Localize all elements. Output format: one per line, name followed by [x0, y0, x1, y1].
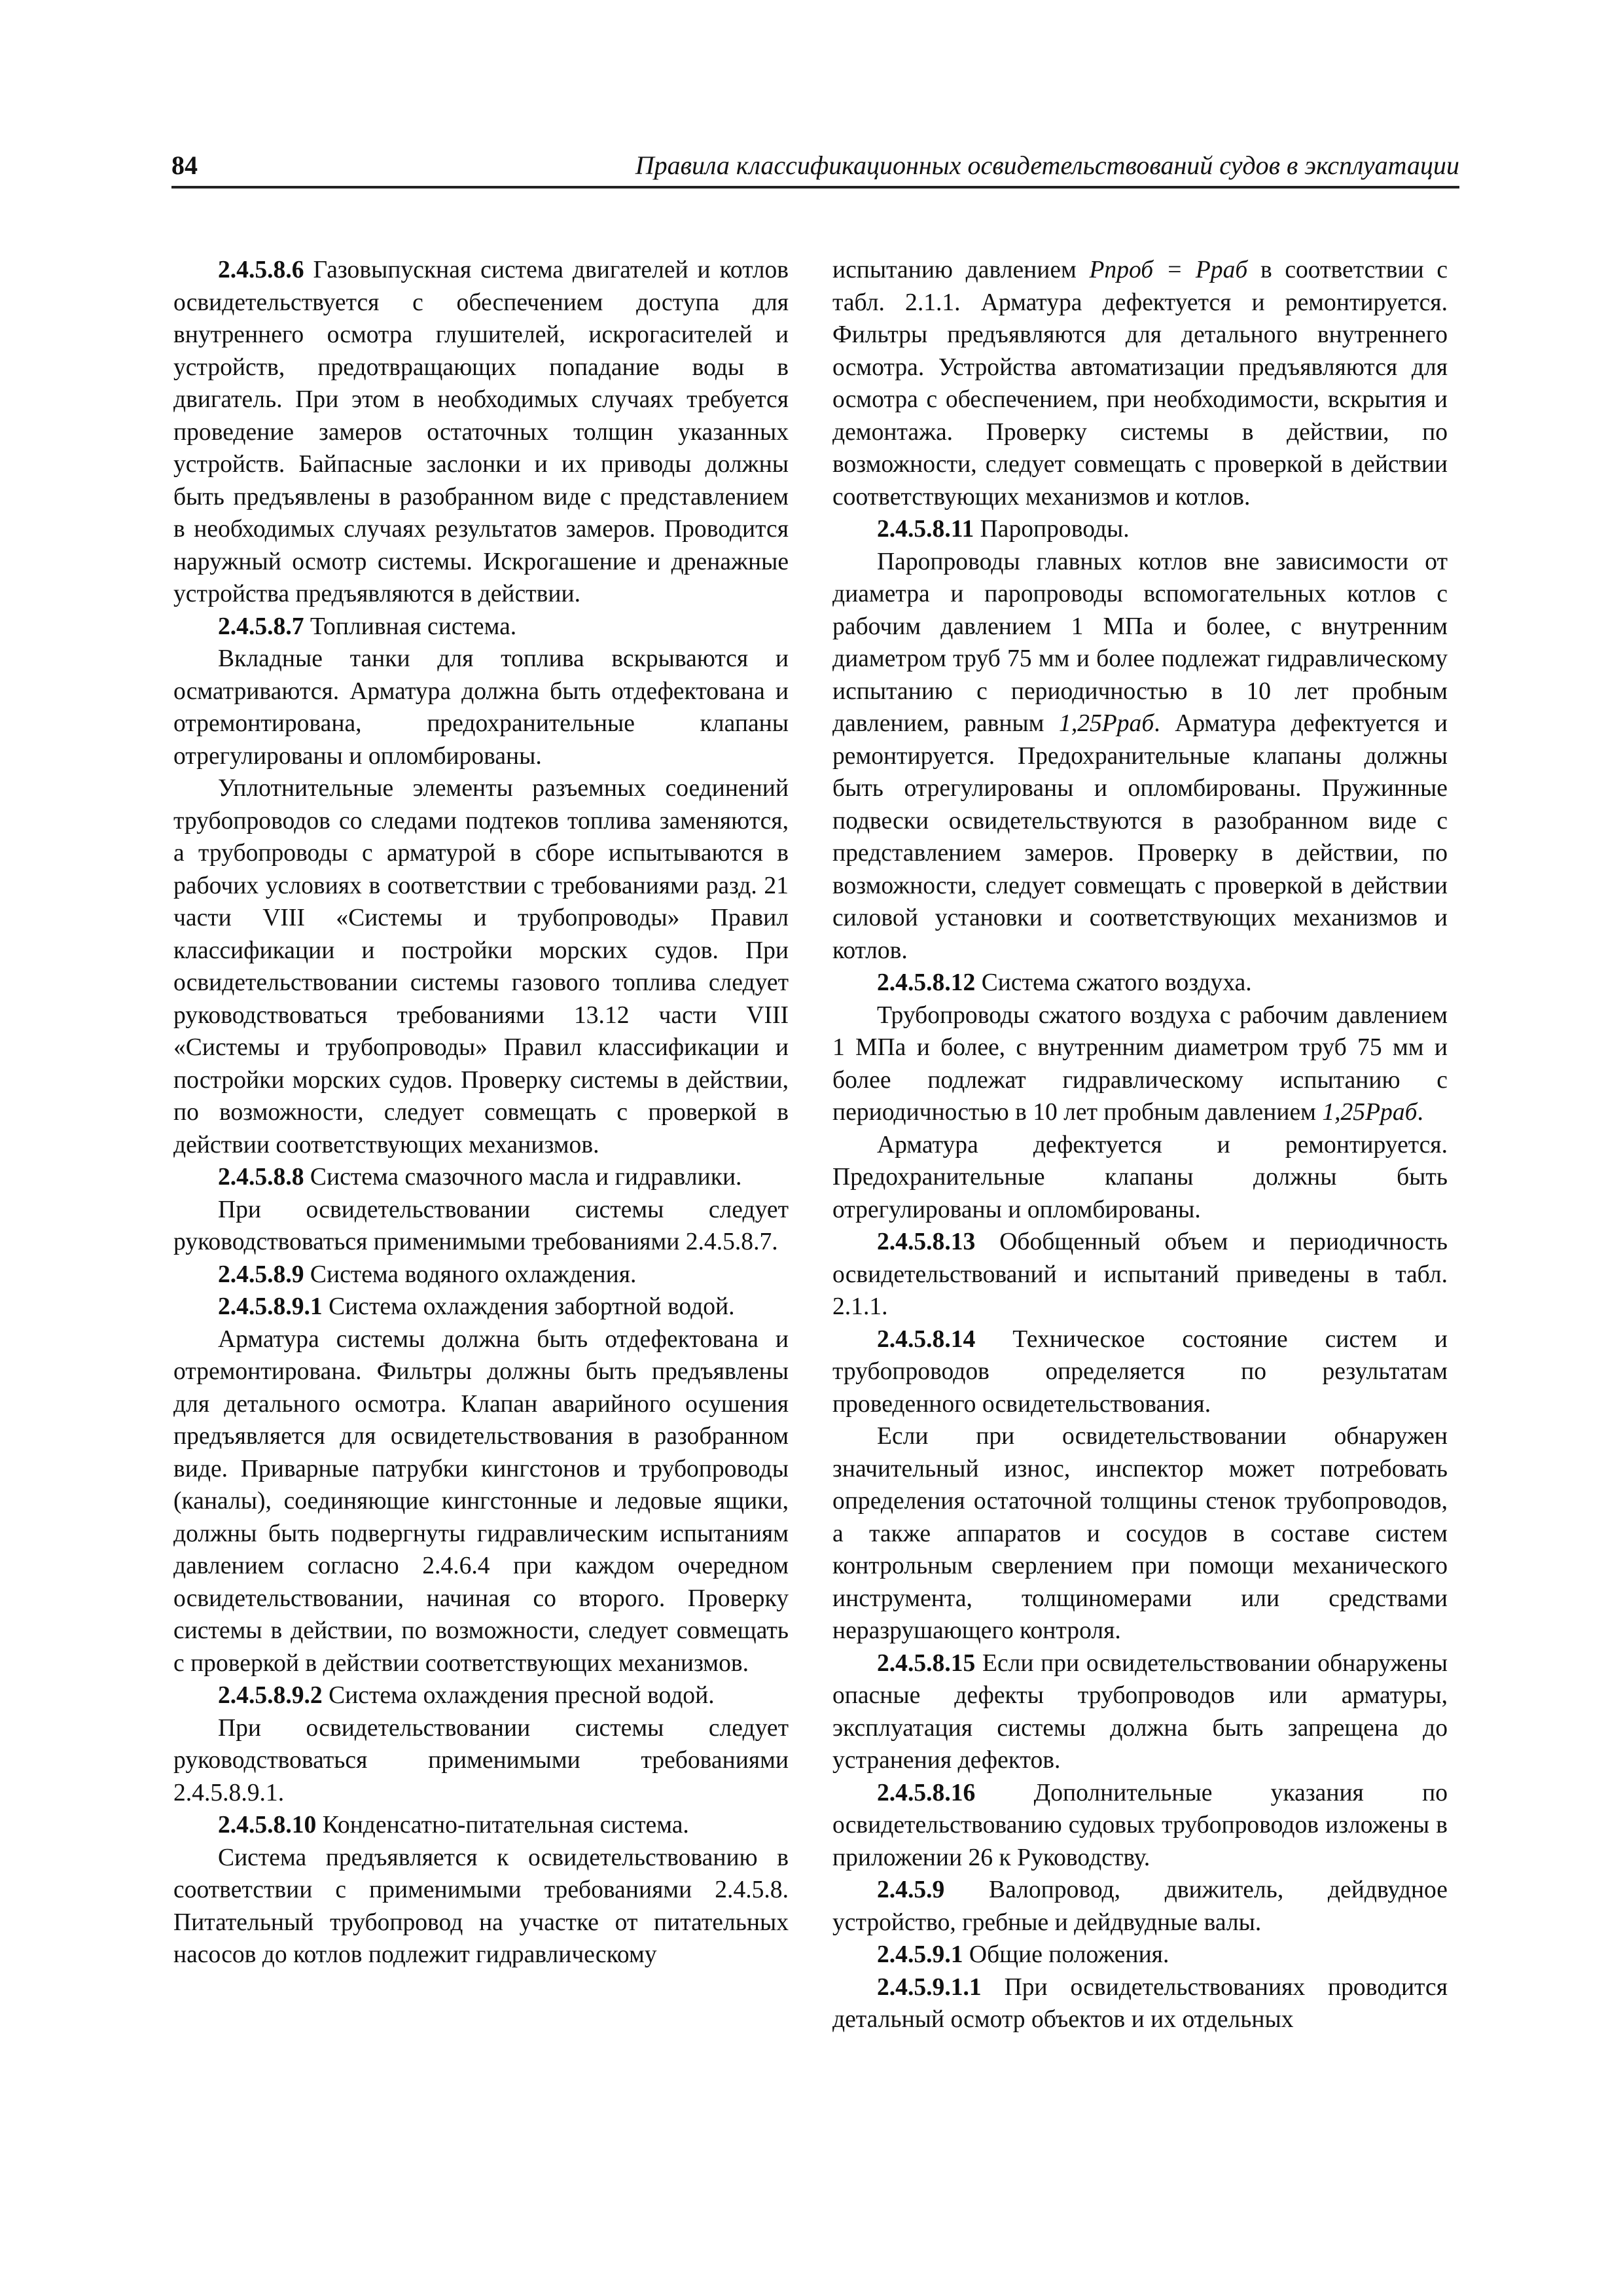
paragraph — [832, 546, 1448, 967]
paragraph-text: Если при освидетельствовании обнаружены опасные дефекты трубопроводов или арматуры, эксплуатация системы должна быть запрещена до устранения дефектов. — [832, 1649, 1448, 1774]
paragraph-text: Паропроводы главных котлов вне зависимости от диаметра и паропроводы вспомогательных котлов с рабочим давлением 1 МПа и более, с внутренним диаметром труб 75 мм и более подлежат гидравлическому испытанию с периодичностью в 10 лет пробным давлением, равным — [832, 548, 1448, 737]
paragraph — [832, 254, 1448, 513]
clause-number: 2.4.5.9.1.1 — [877, 1973, 982, 2001]
clause-number: 2.4.5.8.14 — [877, 1325, 976, 1353]
paragraph — [173, 611, 789, 643]
paragraph — [832, 1777, 1448, 1874]
paragraph-text: Газовыпускная система двигателей и котлов освидетельствуется с обеспечением доступа для внутреннего осмотра глушителей, искрогасителей и устройств, предотвращающих попадание воды в двигатель. При этом в необходимых случаях требуется проведение замеров остаточных толщин указанных устройств. Байпасные заслонки и их приводы должны быть предъявлены в разобранном виде с представлением в необходимых случаях результатов замеров. Проводится наружный осмотр системы. Искрогашение и дренажные устройства предъявляются в действии. — [173, 257, 789, 607]
paragraph-text: Система сжатого воздуха. — [975, 969, 1252, 996]
paragraph — [832, 1874, 1448, 1939]
clause-number: 2.4.5.8.9.2 — [218, 1682, 323, 1709]
clause-number: 2.4.5.8.12 — [877, 969, 976, 996]
paragraph — [173, 1712, 789, 1810]
clause-number: 2.4.5.8.15 — [877, 1649, 976, 1677]
paragraph-text: . Арматура дефектуется и ремонтируется. Предохранительные клапаны должны быть отрегулированы и опломбированы. Пружинные подвески освидетельствуются в разобранном виде с представлением замеров. Проверку в действии, по возможности, следует совмещать с проверкой в действии силовой установки и соответствующих механизмов и котлов. — [832, 710, 1448, 964]
paragraph-text: Конденсатно-питательная система. — [316, 1812, 689, 1839]
paragraph-text: Валопровод, движитель, дейдвудное устройство, гребные и дейдвудные валы. — [832, 1876, 1448, 1936]
left-column — [173, 254, 789, 1971]
paragraph-text: Арматура системы должна быть отдефектована и отремонтирована. Фильтры должны быть предъявлены для детального осмотра. Клапан аварийного осушения предъявляется для освидетельствования в разобранном виде. Приварные патрубки кингстонов и трубопроводы (каналы), соединяющие кингстонные и ледовые ящики, должны быть подвергнуты гидравлическим испытаниям давлением согласно 2.4.6.4 при каждом очередном освидетельствовании, начиная со второго. Проверку системы в действии, по возможности, следует совмещать с проверкой в действии соответствующих механизмов. — [173, 1325, 789, 1677]
paragraph — [832, 1226, 1448, 1323]
paragraph — [173, 1259, 789, 1291]
paragraph — [173, 1809, 789, 1842]
clause-number: 2.4.5.9.1 — [877, 1941, 963, 1968]
paragraph — [173, 1291, 789, 1323]
paragraph-text: При освидетельствованиях проводится детальный осмотр объектов и их отдельных — [832, 1973, 1448, 2033]
clause-number: 2.4.5.8.7 — [218, 613, 304, 640]
paragraph-text: Система охлаждения пресной водой. — [322, 1682, 715, 1709]
paragraph-text: Общие положения. — [963, 1941, 1169, 1968]
paragraph — [832, 967, 1448, 999]
clause-number: 2.4.5.8.13 — [877, 1229, 976, 1255]
formula: 1,25Pраб — [1059, 710, 1154, 737]
paragraph-text: Топливная система. — [304, 613, 517, 640]
paragraph — [832, 999, 1448, 1129]
paragraph — [832, 1647, 1448, 1777]
page-header — [171, 145, 1459, 188]
paragraph — [832, 1323, 1448, 1421]
paragraph — [173, 1161, 789, 1194]
right-column — [832, 254, 1448, 2036]
clause-number: 2.4.5.8.16 — [877, 1779, 976, 1806]
paragraph-text: . — [1417, 1099, 1423, 1126]
clause-number: 2.4.5.8.6 — [218, 257, 304, 283]
paragraph — [832, 1971, 1448, 2036]
paragraph-text: Паропроводы. — [974, 516, 1130, 543]
paragraph-text: Дополнительные указания по освидетельствованию судовых трубопроводов изложены в приложении 26 к Руководству. — [832, 1779, 1448, 1871]
paragraph-text: При освидетельствовании системы следует руководствоваться применимыми требованиями 2.4.5.8.7. — [173, 1196, 789, 1255]
paragraph — [173, 1679, 789, 1712]
paragraph-text: При освидетельствовании системы следует руководствоваться применимыми требованиями 2.4.5.8.9.1. — [173, 1714, 789, 1806]
paragraph-text: Вкладные танки для топлива вскрываются и осматриваются. Арматура должна быть отдефектована и отремонтирована, предохранительные клапаны отрегулированы и опломбированы. — [173, 645, 789, 770]
paragraph — [173, 1842, 789, 1971]
clause-number: 2.4.5.8.10 — [218, 1812, 317, 1839]
paragraph — [173, 254, 789, 611]
paragraph — [832, 513, 1448, 546]
paragraph-text: Обобщенный объем и периодичность освидетельствований и испытаний приведены в табл. 2.1.1. — [832, 1229, 1448, 1320]
paragraph-text: Арматура дефектуется и ремонтируется. Предохранительные клапаны должны быть отрегулированы и опломбированы. — [832, 1131, 1448, 1223]
paragraph — [173, 1194, 789, 1259]
paragraph — [832, 1939, 1448, 1971]
paragraph — [173, 772, 789, 1161]
running-title: Правила классификационных освидетельствований судов в эксплуатации — [635, 151, 1459, 180]
paragraph-text: Система смазочного масла и гидравлики. — [304, 1164, 742, 1191]
clause-number: 2.4.5.8.9 — [218, 1261, 304, 1288]
clause-number: 2.4.5.9 — [877, 1876, 945, 1903]
page-number: 84 — [171, 151, 198, 180]
formula: 1,25Pраб — [1322, 1099, 1418, 1126]
clause-number: 2.4.5.8.9.1 — [218, 1293, 323, 1320]
paragraph-text: Система предъявляется к освидетельствованию в соответствии с применимыми требованиями 2.4.5.8. Питательный трубопровод на участке от питательных насосов до котлов подлежит гидравлическому — [173, 1844, 789, 1968]
paragraph-text: в соответствии с табл. 2.1.1. Арматура дефектуется и ремонтируется. Фильтры предъявляются для детального внутреннего осмотра. Устройства автоматизации предъявляются для осмотра с обеспечением, при необходимости, вскрытия и демонтажа. Проверку системы в действии, по возможности, следует совмещать с проверкой в действии соответствующих механизмов и котлов. — [832, 257, 1448, 511]
paragraph — [173, 1323, 789, 1680]
paragraph-text: Техническое состояние систем и трубопроводов определяется по результатам проведенного освидетельствования. — [832, 1325, 1448, 1418]
paragraph — [173, 643, 789, 772]
paragraph-text: испытанию давлением — [832, 257, 1090, 283]
paragraph — [832, 1129, 1448, 1227]
paragraph — [832, 1420, 1448, 1647]
formula: Pпроб = Pраб — [1089, 257, 1248, 283]
paragraph-text: Система охлаждения забортной водой. — [322, 1293, 735, 1320]
paragraph-text: Уплотнительные элементы разъемных соединений трубопроводов со следами подтеков топлива заменяются, а трубопроводы с арматурой в сборе испытываются в рабочих условиях в соответствии с требованиями разд. 21 части VIII «Системы и трубопроводы» Правил классификации и постройки морских судов. При освидетельствовании системы газового топлива следует руководствоваться требованиями 13.12 части VIII «Системы и трубопроводы» Правил классификации и постройки морских судов. Проверку системы в действии, по возможности, следует совмещать с проверкой в действии соответствующих механизмов. — [173, 775, 789, 1158]
clause-number: 2.4.5.8.11 — [877, 516, 974, 543]
clause-number: 2.4.5.8.8 — [218, 1164, 304, 1191]
paragraph-text: Трубопроводы сжатого воздуха с рабочим давлением 1 МПа и более, с внутренним диаметром труб 75 мм и более подлежат гидравлическому испытанию с периодичностью в 10 лет пробным давлением — [832, 1001, 1448, 1126]
paragraph-text: Если при освидетельствовании обнаружен значительный износ, инспектор может потребовать определения остаточной толщины стенок трубопроводов, а также аппаратов и сосудов в составе систем контрольным сверлением при помощи механического инструмента, толщиномерами или средствами неразрушающего контроля. — [832, 1423, 1448, 1644]
paragraph-text: Система водяного охлаждения. — [304, 1261, 637, 1288]
